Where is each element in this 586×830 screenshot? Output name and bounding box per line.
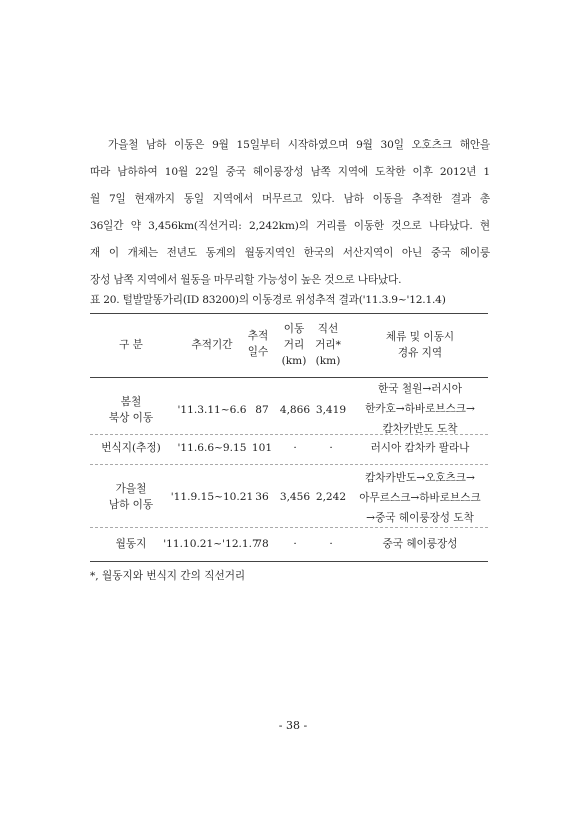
row-distance: · (293, 442, 297, 454)
row-route: 중국 헤이룽장성 (382, 538, 458, 550)
table-row: 봄철 북상 이동 (108, 396, 154, 424)
row-route: 캄차카반도→오호츠크→ 아무르스크→하바로브스크 →중국 헤이룽장성 도착 (359, 472, 481, 524)
row-period: '11.10.21~'12.1.7 (163, 538, 259, 550)
row-days: 101 (251, 442, 273, 454)
table-row: 번식지(추정) (101, 442, 161, 454)
row-period: '11.3.11~6.6 (177, 404, 247, 416)
row-straight: 3,419 (315, 404, 347, 416)
row-route: 한국 철원→러시아 한카호→하바로브스크→ 캄차카반도 도착 (365, 383, 475, 435)
table-caption: 표 20. 털발말똥가리(ID 83200)의 이동경로 위성추적 결과('11.3.9~'12.1.4) (90, 294, 446, 306)
paragraph-line: 가을철 남하 이동은 9월 15일부터 시작하였으며 9월 30일 오호츠크 해안을 (108, 139, 490, 151)
paragraph-line: 재 이 개체는 전년도 동계의 월동지역인 한국의 서산지역이 아닌 중국 헤이룽 (90, 247, 490, 259)
row-divider (90, 527, 488, 528)
header-category: 구 분 (119, 339, 143, 351)
row-straight: · (329, 538, 333, 550)
paragraph-line: 따라 남하하여 10월 22일 중국 헤이룽장성 남쪽 지역에 도착한 이후 2012년 1 (90, 166, 490, 178)
header-distance: 이동 거리 (km) (281, 323, 307, 367)
header-period: 추적기간 (191, 339, 233, 351)
body-paragraph (90, 132, 490, 294)
row-period: '11.9.15~10.21 (170, 491, 254, 503)
header-days: 추적 일수 (247, 330, 269, 358)
row-divider (90, 464, 488, 465)
row-period: '11.6.6~9.15 (177, 442, 247, 454)
paragraph-line: 장성 남쪽 지역에서 월동을 마무리할 가능성이 높은 것으로 나타났다. (90, 274, 402, 286)
table-bottom-rule (90, 561, 488, 562)
row-divider (90, 434, 488, 435)
row-days: 78 (255, 538, 269, 550)
paragraph-line: 36일간 약 3,456km(직선거리: 2,242km)의 거리를 이동한 것으로 나타났다. 현 (90, 220, 490, 232)
row-straight: · (329, 442, 333, 454)
page-number: - 38 - (278, 719, 308, 732)
footnote: *, 월동지와 번식지 간의 직선거리 (90, 570, 246, 582)
header-route: 체류 및 이동시 경유 지역 (385, 331, 455, 359)
table-row: 가을철 남하 이동 (108, 483, 154, 511)
row-days: 87 (255, 404, 269, 416)
row-days: 36 (255, 491, 269, 503)
row-distance: 4,866 (279, 404, 311, 416)
row-distance: · (293, 538, 297, 550)
row-route: 러시아 캄차카 팔라나 (370, 442, 470, 454)
table-row: 월동지 (115, 538, 147, 550)
table-header-rule (90, 377, 488, 378)
header-straight-distance: 직선 거리* (km) (315, 323, 341, 367)
row-distance: 3,456 (279, 491, 311, 503)
row-straight: 2,242 (315, 491, 347, 503)
table-top-rule (90, 313, 488, 314)
paragraph-line: 월 7일 현재까지 동일 지역에서 머무르고 있다. 남하 이동을 추적한 결과 총 (90, 193, 490, 205)
